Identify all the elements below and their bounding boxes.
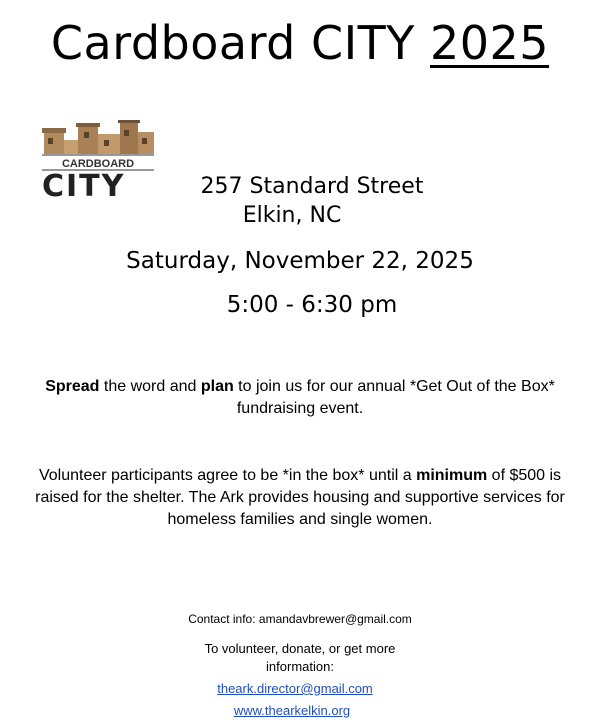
bold-plan: plan [200, 378, 234, 395]
para1-text-1: the word and [99, 378, 201, 395]
address-line-2: Elkin, NC [242, 203, 342, 228]
page-title [0, 16, 600, 70]
intro-paragraph [30, 376, 570, 420]
cardboard-city-logo [42, 120, 154, 198]
contact-info: Contact info: amandavbrewer@gmail.com [188, 612, 412, 626]
para2-text-1: Volunteer participants agree to be *in the box* until a [38, 467, 417, 484]
website-link[interactable]: www.thearkelkin.org [233, 703, 351, 718]
volunteer-paragraph [30, 465, 570, 531]
bold-spread: Spread [45, 378, 100, 395]
logo-top-text: CARDBOARD [61, 158, 135, 170]
bold-minimum: minimum [416, 467, 488, 484]
para2-text-2: of $500 is raised for the shelter. The Ark provides housing and supportive services for homeless families and single women. [35, 467, 565, 528]
address-line-1: 257 Standard Street [200, 174, 424, 199]
title-year: 2025 [430, 16, 550, 70]
email-link[interactable]: theark.director@gmail.com [217, 681, 373, 696]
title-main: Cardboard CITY [50, 16, 415, 70]
event-date: Saturday, November 22, 2025 [126, 248, 474, 274]
volunteer-info: To volunteer, donate, or get more information: [204, 641, 396, 674]
logo-big-text: CITY [42, 169, 126, 198]
event-time: 5:00 - 6:30 pm [226, 292, 398, 318]
para1-text-2: to join us for our annual *Get Out of the Box* fundraising event. [233, 378, 555, 417]
